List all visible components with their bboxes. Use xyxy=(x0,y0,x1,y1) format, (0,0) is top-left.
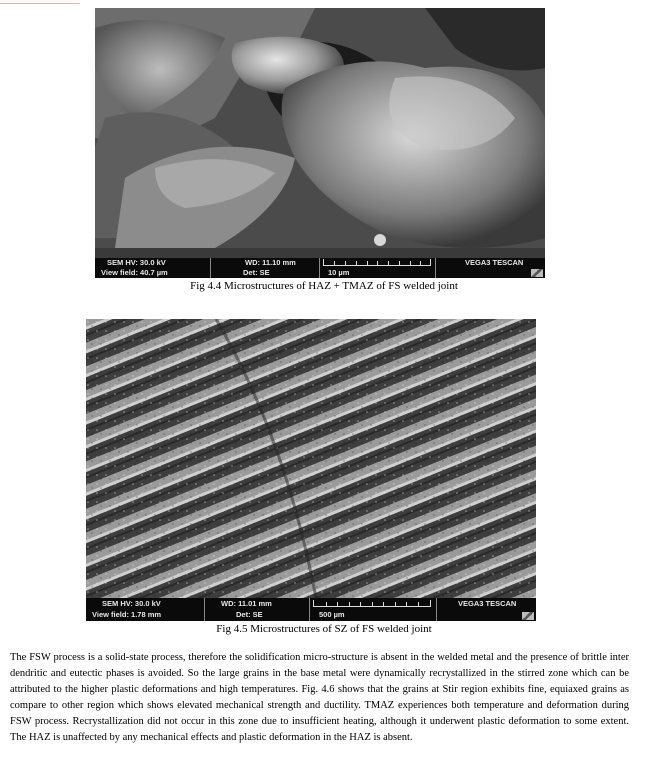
tescan-logo-icon xyxy=(522,612,534,620)
sem-info-bar xyxy=(95,258,545,278)
figure-caption: Fig 4.5 Microstructures of SZ of FS welded joint xyxy=(216,623,432,635)
tescan-brand-label: VEGA3 TESCAN xyxy=(458,599,517,608)
scale-bar-label: 10 µm xyxy=(328,268,350,277)
sem-micrograph-haz-tmaz xyxy=(95,8,545,258)
sem-info-bar xyxy=(86,598,536,621)
scale-bar xyxy=(313,600,431,607)
sem-det-label: Det: SE xyxy=(236,610,263,619)
sem-hv-label: SEM HV: 30.0 kV xyxy=(107,258,166,267)
sem-hv-label: SEM HV: 30.0 kV xyxy=(102,599,161,608)
sem-divider xyxy=(210,258,211,278)
sem-wd-label: WD: 11.10 mm xyxy=(245,258,296,267)
sem-divider xyxy=(204,598,205,621)
sem-view-field-label: View field: 1.78 mm xyxy=(92,610,162,619)
page-edge-mark xyxy=(0,0,80,4)
sem-figure-sz xyxy=(86,319,536,621)
sem-det-label: Det: SE xyxy=(243,268,270,277)
scale-bar xyxy=(323,259,431,266)
sem-micrograph-sz xyxy=(86,319,536,598)
sem-view-field-label: View field: 40.7 µm xyxy=(101,268,168,277)
sem-wd-label: WD: 11.01 mm xyxy=(221,599,272,608)
scale-bar-label: 500 µm xyxy=(319,610,345,619)
sem-divider xyxy=(436,598,437,621)
sem-figure-haz-tmaz xyxy=(95,8,545,278)
sem-divider xyxy=(319,258,320,278)
tescan-brand-label: VEGA3 TESCAN xyxy=(465,258,524,267)
sem-divider xyxy=(309,598,310,621)
tescan-logo-icon xyxy=(531,269,543,277)
sem-divider xyxy=(435,258,436,278)
figure-caption: Fig 4.4 Microstructures of HAZ + TMAZ of FS welded joint xyxy=(190,280,458,292)
body-paragraph: The FSW process is a solid-state process, therefore the solidification micro-structure is absent in the welded metal and the presence of brittle inter dendritic and eutectic phases is avoided. So the large grains in the base metal were dynamically recrystallized in the stirred zone which can be attributed to the higher plastic deformations and high temperatures. Fig. 4.6 shows that the grains at Stir region exhibits fine, equiaxed grains as compare to other region which shows elevated mechanical strength and ductility. TMAZ experiences both temperature and deformation during FSW process. Recrystallization did not occur in this zone due to insufficient heating, although it underwent plastic deformation to some extent. The HAZ is unaffected by any mechanical effects and plastic deformation in the HAZ is absent. xyxy=(10,652,629,744)
